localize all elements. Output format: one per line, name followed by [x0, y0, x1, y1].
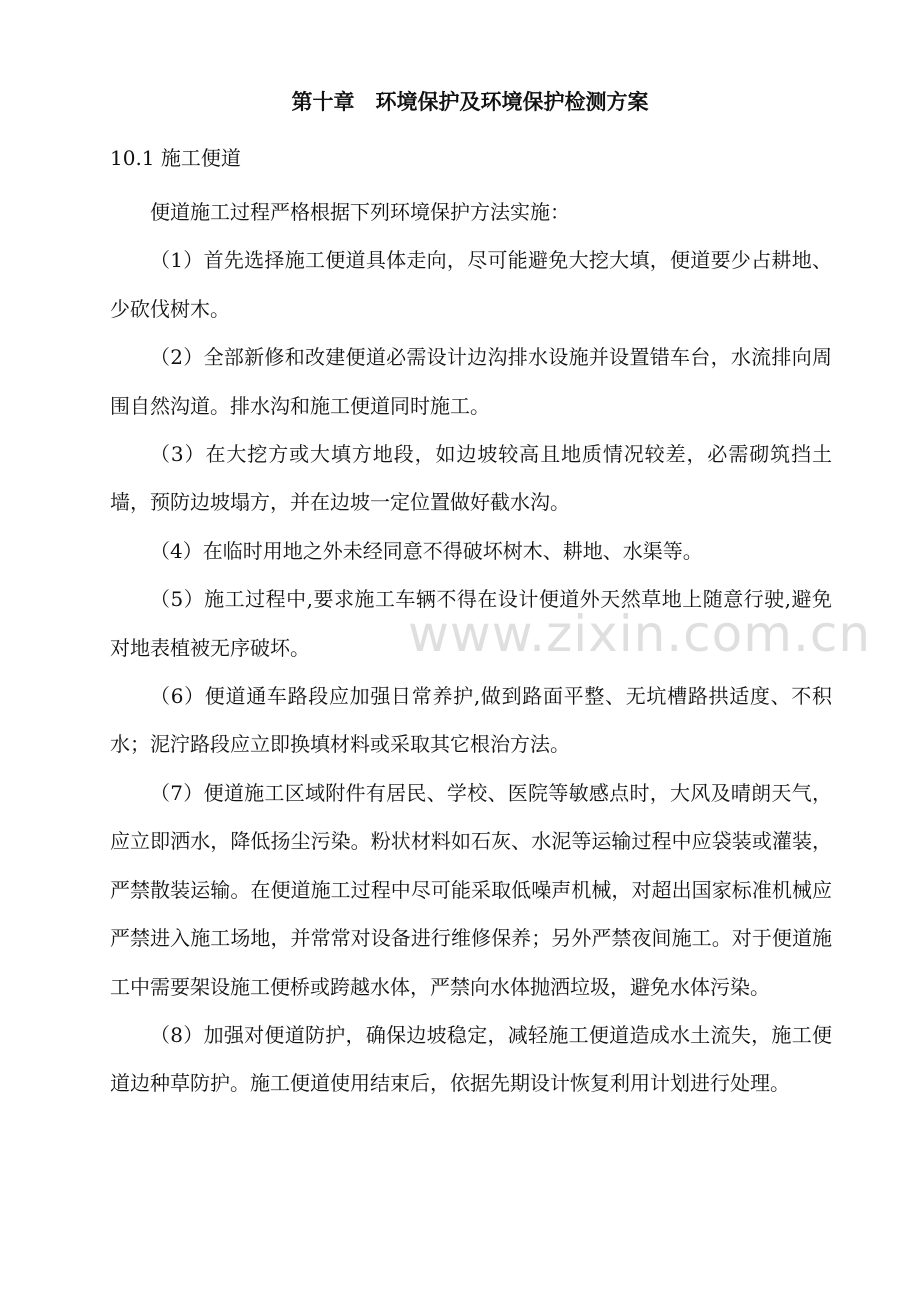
list-item-1: （1）首先选择施工便道具体走向，尽可能避免大挖大填，便道要少占耕地、少砍伐树木。 [110, 248, 832, 321]
intro-paragraph: 便道施工过程严格根据下列环境保护方法实施： [150, 200, 570, 224]
list-item-8: （8）加强对便道防护，确保边坡稳定，减轻施工便道造成水土流失，施工便道边种草防护。施工便道使用结束后，依据先期设计恢复利用计划进行处理。 [110, 1022, 832, 1096]
list-item-3: （3）在大挖方或大填方地段，如边坡较高且地质情况较差，必需砌筑挡土墙，预防边坡塌方，并在边坡一定位置做好截水沟。 [110, 442, 832, 515]
list-item-6: （6）便道通车路段应加强日常养护,做到路面平整、无坑槽路拱适度、不积水；泥泞路段应立即换填材料或采取其它根治方法。 [110, 684, 832, 757]
list-item-2: （2）全部新修和改建便道必需设计边沟排水设施并设置错车台，水流排向周围自然沟道。排水沟和施工便道同时施工。 [110, 345, 832, 418]
chapter-title: 第十章 环境保护及环境保护检测方案 [291, 90, 649, 114]
list-item-5: （5）施工过程中,要求施工车辆不得在设计便道外天然草地上随意行驶,避免对地表植被无序破坏。 [110, 587, 832, 660]
section-heading: 10.1 施工便道 [110, 146, 241, 170]
list-item-4: （4）在临时用地之外未经同意不得破坏树木、耕地、水渠等。 [150, 538, 703, 563]
watermark-text: www.zixin.com.cn [408, 605, 872, 663]
list-item-7: （7）便道施工区域附件有居民、学校、医院等敏感点时，大风及晴朗天气，应立即洒水，降低扬尘污染。粉状材料如石灰、水泥等运输过程中应袋装或灌装，严禁散装运输。在便道施工过程中尽可能采取低噪声机械，对超出国家标准机械应严禁进入施工场地，并常常对设备进行维修保养；另外严禁夜间施工。对于便道施工中需要架设施工便桥或跨越水体，严禁向水体抛洒垃圾，避免水体污染。 [110, 780, 832, 999]
